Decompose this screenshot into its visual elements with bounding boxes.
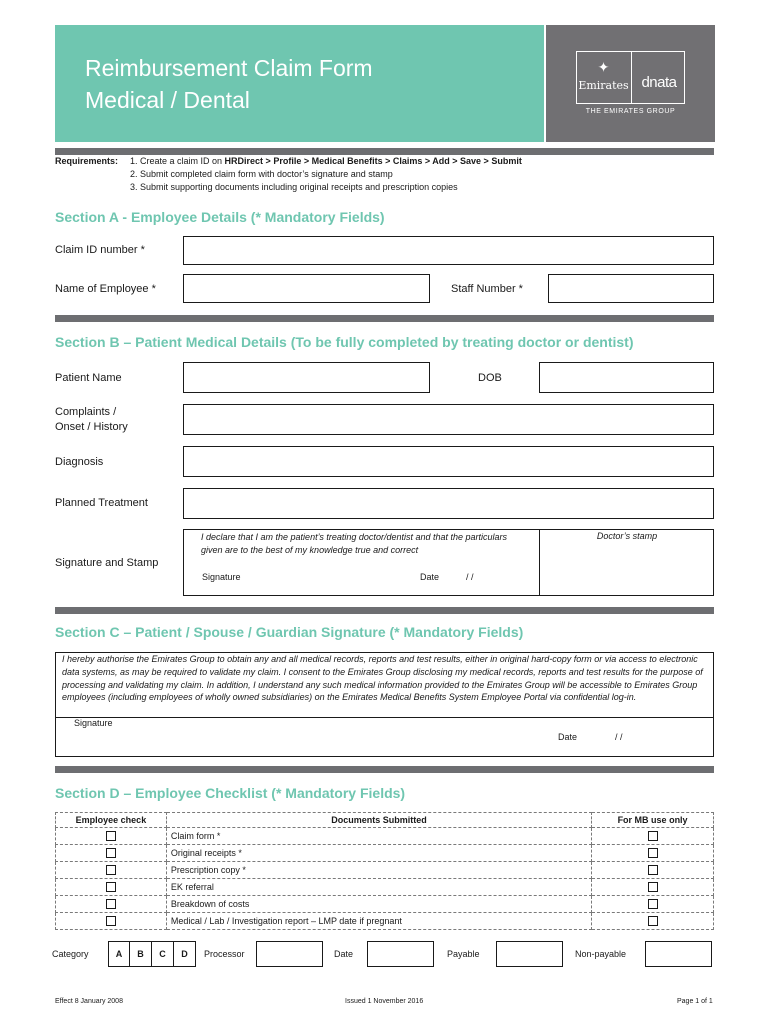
requirement-step-2: 2. Submit completed claim form with doctor’s signature and stamp [130,169,393,179]
payable-label: Payable [447,949,480,959]
patient-name-label: Patient Name [55,372,122,384]
requirement-step-1-path: HRDirect > Profile > Medical Benefits > Claims > Add > Save > Submit [224,156,522,166]
footer-page-number: Page 1 of 1 [677,998,713,1005]
diagnosis-field[interactable] [183,446,714,477]
processing-date-label: Date [334,949,354,959]
section-a-title: Section A - Employee Details (* Mandatory Fields) [55,209,385,225]
category-label: Category [52,949,89,959]
employee-checkbox[interactable] [106,831,116,841]
employee-name-field[interactable] [183,274,430,303]
patient-signature-field[interactable] [62,729,532,754]
form-subtitle: Medical / Dental [85,87,250,113]
complaints-field[interactable] [183,404,714,435]
header-banner [55,25,544,142]
complaints-label: Complaints / [55,406,117,418]
patient-name-field[interactable] [183,362,430,393]
patient-signature-label: Signature [74,718,113,728]
emirates-crest-icon: ✦ [597,60,610,76]
planned-treatment-field[interactable] [183,488,714,519]
patient-date-label: Date [558,732,578,742]
requirement-step-3: 3. Submit supporting documents including original receipts and prescription copies [130,182,458,192]
logo-divider [631,51,632,104]
category-c[interactable]: C [152,941,174,967]
doctor-stamp-label: Doctor’s stamp [596,531,658,541]
category-a[interactable]: A [108,941,130,967]
mb-checkbox[interactable] [648,899,658,909]
requirement-step-1-prefix: 1. Create a claim ID on [130,156,225,166]
claim-id-label: Claim ID number * [55,244,145,256]
document-name: Claim form * [166,828,591,845]
checklist-row [56,862,714,879]
section-d-title: Section D – Employee Checklist (* Mandatory Fields) [55,785,406,801]
mb-checkbox[interactable] [648,831,658,841]
footer-effect-date: Effect 8 January 2008 [55,998,123,1005]
signature-stamp-label: Signature and Stamp [55,557,159,569]
staff-number-label: Staff Number * [451,283,523,295]
document-name: Original receipts * [166,845,591,862]
processing-date-field[interactable] [367,941,434,967]
employee-checkbox[interactable] [106,916,116,926]
checklist-row [56,879,714,896]
category-b[interactable]: B [130,941,152,967]
doctor-date-field[interactable]: / / [466,572,474,582]
non-payable-label: Non-payable [575,949,627,959]
section-b-title: Section B – Patient Medical Details (To be fully completed by treating doctor or dentist) [55,334,634,350]
documents-header: Documents Submitted [166,813,591,828]
checklist-row [56,845,714,862]
planned-treatment-label: Planned Treatment [55,497,148,509]
document-name: Breakdown of costs [166,896,591,913]
mb-checkbox[interactable] [648,848,658,858]
dnata-logo: dnata [641,74,677,91]
divider-bar [55,315,714,322]
emirates-logo: Emirates [578,79,629,92]
staff-number-field[interactable] [548,274,714,303]
document-name: Medical / Lab / Investigation report – LMP date if pregnant [166,913,591,930]
checklist-header-row [56,813,714,828]
checklist-row [56,828,714,845]
doctor-declaration: I declare that I am the patient’s treating doctor/dentist and that the particulars given are to the best of my knowledge true and correct [201,532,508,555]
category-d[interactable]: D [174,941,196,967]
footer-issue-date: Issued 1 November 2016 [345,998,424,1005]
diagnosis-label: Diagnosis [55,456,104,468]
checklist-table [55,812,714,930]
divider-bar [55,148,714,155]
checklist-row [56,913,714,930]
processor-label: Processor [204,949,245,959]
divider-bar [55,766,714,773]
non-payable-field[interactable] [645,941,712,967]
consent-divider [55,717,714,718]
patient-date-field[interactable]: / / [615,732,623,742]
requirements-block [55,156,118,166]
dob-field[interactable] [539,362,714,393]
employee-check-header: Employee check [56,813,167,828]
divider-bar [55,607,714,614]
mb-checkbox[interactable] [648,865,658,875]
onset-history-label: Onset / History [55,421,128,433]
processor-field[interactable] [256,941,323,967]
consent-text: I hereby authorise the Emirates Group to obtain any and all medical records, reports and test results, either in original hard-copy form or via access to electronic data systems, as may be required to validate my claim. I consent to the Emirates Group disclosing my medical records, reports and test results for the purpose of processing and validating my claim. In addition, I understand any such medical information provided to the Emirates Group will be accessible to Emirates Group employees (including employees of wholly owned subsidiaries) on the Emirates Medical Benefits System Employee Portal via confidential log-in. [62,654,703,703]
group-tagline: THE EMIRATES GROUP [585,108,676,115]
mb-use-header: For MB use only [592,813,714,828]
doctor-date-label: Date [420,572,440,582]
section-c-title: Section C – Patient / Spouse / Guardian Signature (* Mandatory Fields) [55,624,524,640]
mb-checkbox[interactable] [648,916,658,926]
document-name: EK referral [166,879,591,896]
employee-checkbox[interactable] [106,882,116,892]
requirements-label: Requirements: [55,156,119,166]
employee-checkbox[interactable] [106,865,116,875]
employee-name-label: Name of Employee * [55,283,156,295]
dob-label: DOB [478,372,502,384]
payable-field[interactable] [496,941,563,967]
form-title: Reimbursement Claim Form [85,55,373,81]
employee-checkbox[interactable] [106,899,116,909]
employee-checkbox[interactable] [106,848,116,858]
checklist-row [56,896,714,913]
mb-checkbox[interactable] [648,882,658,892]
claim-id-field[interactable] [183,236,714,265]
document-name: Prescription copy * [166,862,591,879]
requirement-step-1 [130,156,522,166]
doctor-signature-label: Signature [202,572,241,582]
